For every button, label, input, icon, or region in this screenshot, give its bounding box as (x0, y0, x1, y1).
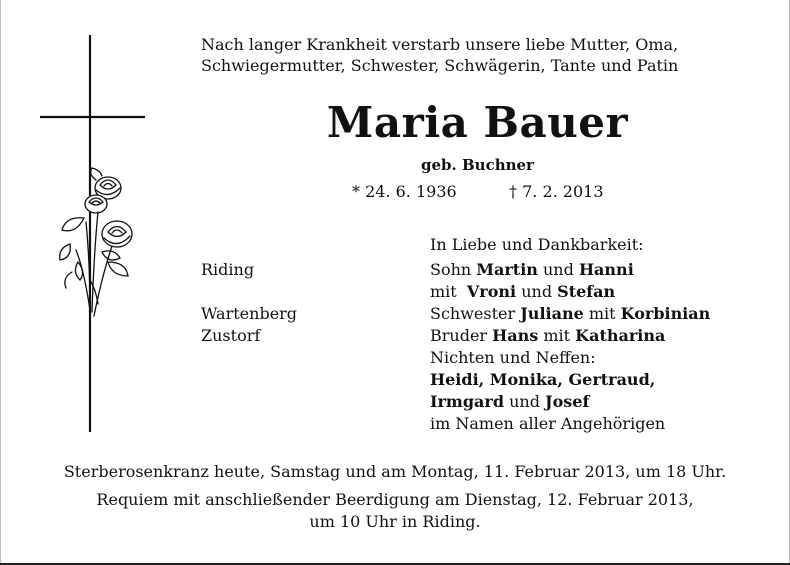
place-riding: Riding (201, 260, 255, 279)
place-zustorf: Zustorf (201, 326, 261, 345)
mourner-row: mit Vroni und Stefan (430, 282, 616, 301)
death-date: † 7. 2. 2013 (509, 182, 604, 201)
mourner-row: im Namen aller Angehörigen (430, 414, 666, 433)
intro-line-1: Nach langer Krankheit verstarb unsere liebe Mutter, Oma, (201, 35, 679, 54)
cross-with-roses (0, 0, 180, 440)
requiem-info-line-1: Requiem mit anschließender Beerdigung am Dienstag, 12. Februar 2013, (96, 490, 694, 509)
mourners-heading: In Liebe und Dankbarkeit: (430, 235, 644, 254)
mourner-row: Sohn Martin und Hanni (430, 260, 634, 279)
requiem-info-line-2: um 10 Uhr in Riding. (309, 512, 481, 531)
mourner-row: Heidi, Monika, Gertraud, (430, 370, 656, 389)
deceased-name: Maria Bauer (326, 98, 629, 147)
roses-icon (60, 168, 132, 316)
birth-date: * 24. 6. 1936 (352, 182, 457, 201)
mourner-row: Irmgard und Josef (430, 392, 590, 411)
mourner-row: Nichten und Neffen: (430, 348, 596, 367)
rosary-info: Sterberosenkranz heute, Samstag und am Montag, 11. Februar 2013, um 18 Uhr. (63, 462, 727, 481)
mourner-row: Bruder Hans mit Katharina (430, 326, 666, 345)
place-wartenberg: Wartenberg (201, 304, 298, 323)
intro-line-2: Schwiegermutter, Schwester, Schwägerin, Tante und Patin (201, 56, 679, 75)
birth-name: geb. Buchner (421, 156, 534, 174)
mourner-row: Schwester Juliane mit Korbinian (430, 304, 711, 323)
